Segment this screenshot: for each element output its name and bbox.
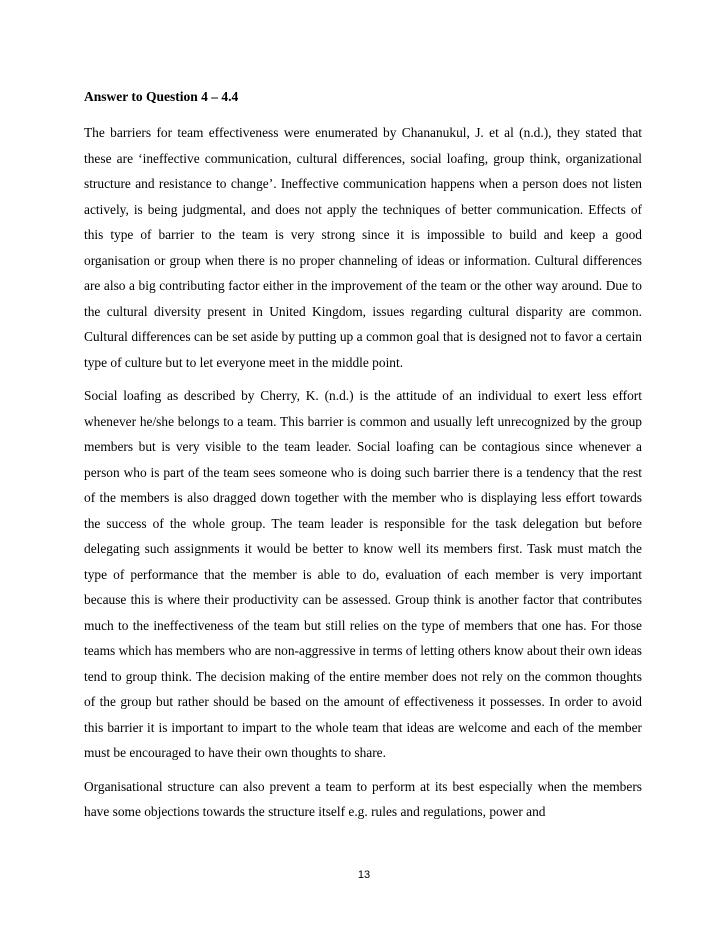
paragraph-social-loafing: Social loafing as described by Cherry, K. (n.d.) is the attitude of an individual to exert less effort whenever he/she belongs to a team. This barrier is common and usually left unrecognized by the group members but is very visible to the team leader. Social loafing can be contagious since whenever a person who is part of the team sees someone who is doing such barrier there is a tendency that the rest of the members is also dragged down together with the member who is displaying less effort towards the success of the whole group. The team leader is responsible for the task delegation but before delegating such assignments it would be better to know well its members first. Task must match the type of performance that the member is able to do, evaluation of each member is very important because this is where their productivity can be assessed. Group think is another factor that contributes much to the ineffectiveness of the team but still relies on the type of members that one has. For those teams which has members who are non-aggressive in terms of letting others know about their own ideas tend to group think. The decision making of the entire member does not rely on the common thoughts of the group but rather should be based on the amount of effectiveness it possesses. In order to avoid this barrier it is important to impart to the whole team that ideas are welcome and each of the member must be encouraged to have their own thoughts to share. [84, 388, 642, 760]
paragraph-organisational-structure: Organisational structure can also prevent a team to perform at its best especially when the members have some objections towards the structure itself e.g. rules and regulations, power and [84, 778, 642, 819]
page-content [84, 88, 642, 833]
page-number: 13 [357, 869, 371, 881]
section-heading: Answer to Question 4 – 4.4 [84, 89, 239, 104]
paragraph-barriers: The barriers for team effectiveness were enumerated by Chananukul, J. et al (n.d.), they stated that these are ‘ineffective communication, cultural differences, social loafing, group think, organizational structure and resistance to change’. Ineffective communication happens when a person does not listen actively, is being judgmental, and does not apply the techniques of better communication. Effects of this type of barrier to the team is very strong since it is impossible to build and keep a good organisation or group when there is no proper channeling of ideas or information. Cultural differences are also a big contributing factor either in the improvement of the team or the other way around. Due to the cultural diversity present in United Kingdom, issues regarding cultural disparity are common. Cultural differences can be set aside by putting up a common goal that is designed not to favor a certain type of culture but to let everyone meet in the middle point. [84, 125, 642, 370]
